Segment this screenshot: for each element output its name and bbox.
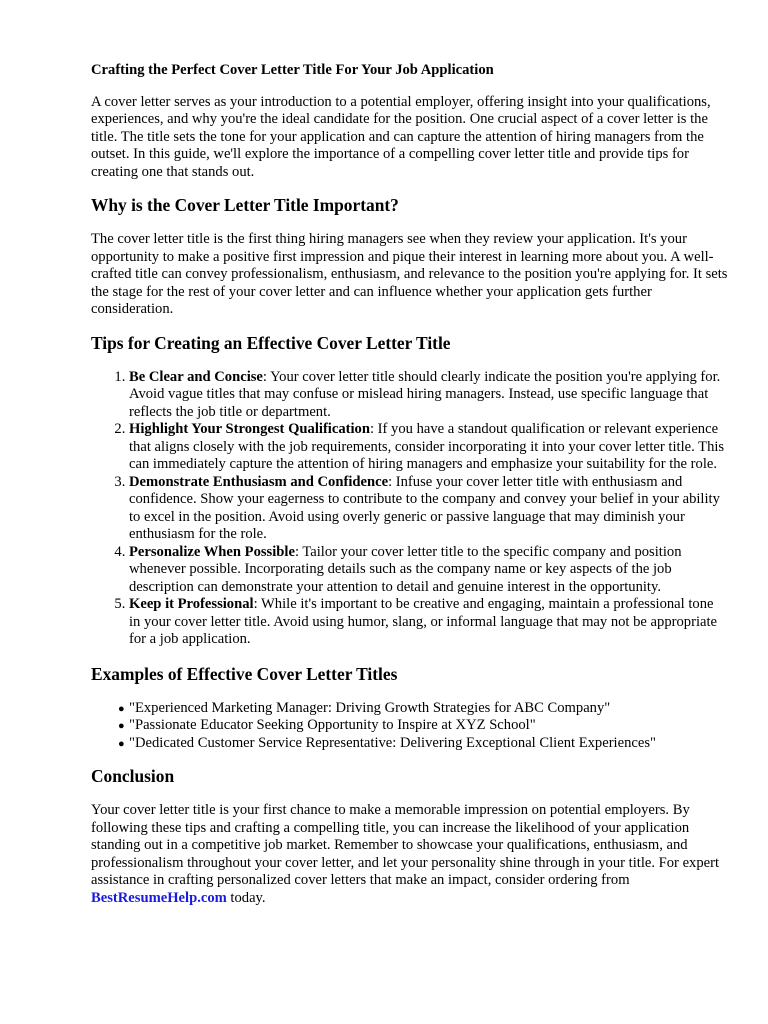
tip-lead: Be Clear and Concise: [129, 368, 263, 385]
tip-text: Tailor your cover letter title to the specific company and position whenever possible. Incorporating details such as the company name or key aspects of the job description can demonstrate your attention to detail and genuine interest in the opportunity.: [129, 543, 682, 595]
bullet-icon: ●: [118, 702, 125, 715]
document-title: Crafting the Perfect Cover Letter Title For Your Job Application: [91, 62, 494, 78]
why-heading: Why is the Cover Letter Title Important?: [91, 195, 399, 215]
tip-item: [129, 544, 728, 597]
bestresumehelp-link[interactable]: BestResumeHelp.com: [91, 889, 227, 906]
conclusion-paragraph: [91, 802, 728, 907]
tip-separator: :: [262, 368, 267, 385]
example-item: [118, 717, 728, 735]
tip-text: Your cover letter title should clearly indicate the position you're applying for. Avoid vague titles that may confuse or mislead hiring managers. Instead, use specific language that reflects the job title or department.: [129, 368, 721, 420]
example-item: [118, 734, 728, 753]
tip-separator: :: [388, 473, 393, 490]
tip-separator: :: [294, 543, 299, 560]
tips-heading: Tips for Creating an Effective Cover Letter Title: [91, 332, 451, 353]
example-text: "Experienced Marketing Manager: Driving Growth Strategies for ABC Company": [129, 699, 611, 716]
bullet-icon: ●: [118, 737, 125, 750]
why-paragraph: The cover letter title is the first thing hiring managers see when they review your application. It's your opportunity to make a positive first impression and pique their interest in learning more about you. A well-crafted title can convey professionalism, enthusiasm, and relevance to the position you're applying for. It sets the stage for the rest of your cover letter and can influence whether your application gets further consideration.: [91, 231, 728, 317]
conclusion-tail: today.: [226, 889, 266, 906]
examples-list: [91, 700, 728, 753]
conclusion-text: Your cover letter title is your first chance to make a memorable impression on potential employers. By following these tips and crafting a compelling title, you can increase the likelihood of your application standing out in a competitive job market. Remember to showcase your qualifications, enthusiasm, and professionalism throughout your cover letter, and let your personality shine through in your title. For expert assistance in crafting personalized cover letters that make an impact, consider ordering from: [91, 802, 720, 888]
example-text: "Passionate Educator Seeking Opportunity to Inspire at XYZ School": [129, 717, 536, 733]
tip-item: [129, 596, 728, 649]
tips-list: [91, 369, 728, 649]
tip-item: [129, 421, 728, 474]
example-item: [118, 699, 728, 718]
tip-text: If you have a standout qualification or relevant experience that aligns closely with the job requirements, consider incorporating it into your cover letter title. This can immediately capture the attention of hiring managers and emphasize your suitability for the role.: [129, 421, 725, 472]
conclusion-heading: Conclusion: [91, 766, 175, 786]
tip-lead: Demonstrate Enthusiasm and Confidence: [129, 473, 389, 490]
tip-item: [129, 369, 728, 422]
bullet-icon: ●: [118, 720, 125, 732]
examples-heading: Examples of Effective Cover Letter Titles: [91, 663, 398, 684]
tip-separator: :: [369, 421, 375, 437]
tip-lead: Personalize When Possible: [129, 543, 295, 560]
intro-paragraph: A cover letter serves as your introduction to a potential employer, offering insight into your qualifications, experiences, and why you're the ideal candidate for the position. One crucial aspect of a cover letter is the title. The title sets the tone for your application and can capture the attention of hiring managers from the outset. In this guide, we'll explore the importance of a compelling cover letter title and provide tips for creating one that stands out.: [91, 93, 711, 180]
tip-lead: Keep it Professional: [129, 596, 254, 612]
example-text: "Dedicated Customer Service Representative: Delivering Exceptional Client Experiences": [129, 734, 656, 751]
tip-lead: Highlight Your Strongest Qualification: [129, 421, 370, 437]
tip-separator: :: [253, 596, 258, 612]
tip-item: [129, 474, 728, 544]
tip-text: While it's important to be creative and engaging, maintain a professional tone in your cover letter title. Avoid using humor, slang, or informal language that may not be appropriate for a job application.: [129, 596, 718, 647]
tip-text: Infuse your cover letter title with enthusiasm and confidence. Show your eagerness to contribute to the company and convey your belief in your ability to excel in the position. Avoid using overly generic or passive language that may diminish your enthusiasm for the role.: [129, 473, 720, 542]
